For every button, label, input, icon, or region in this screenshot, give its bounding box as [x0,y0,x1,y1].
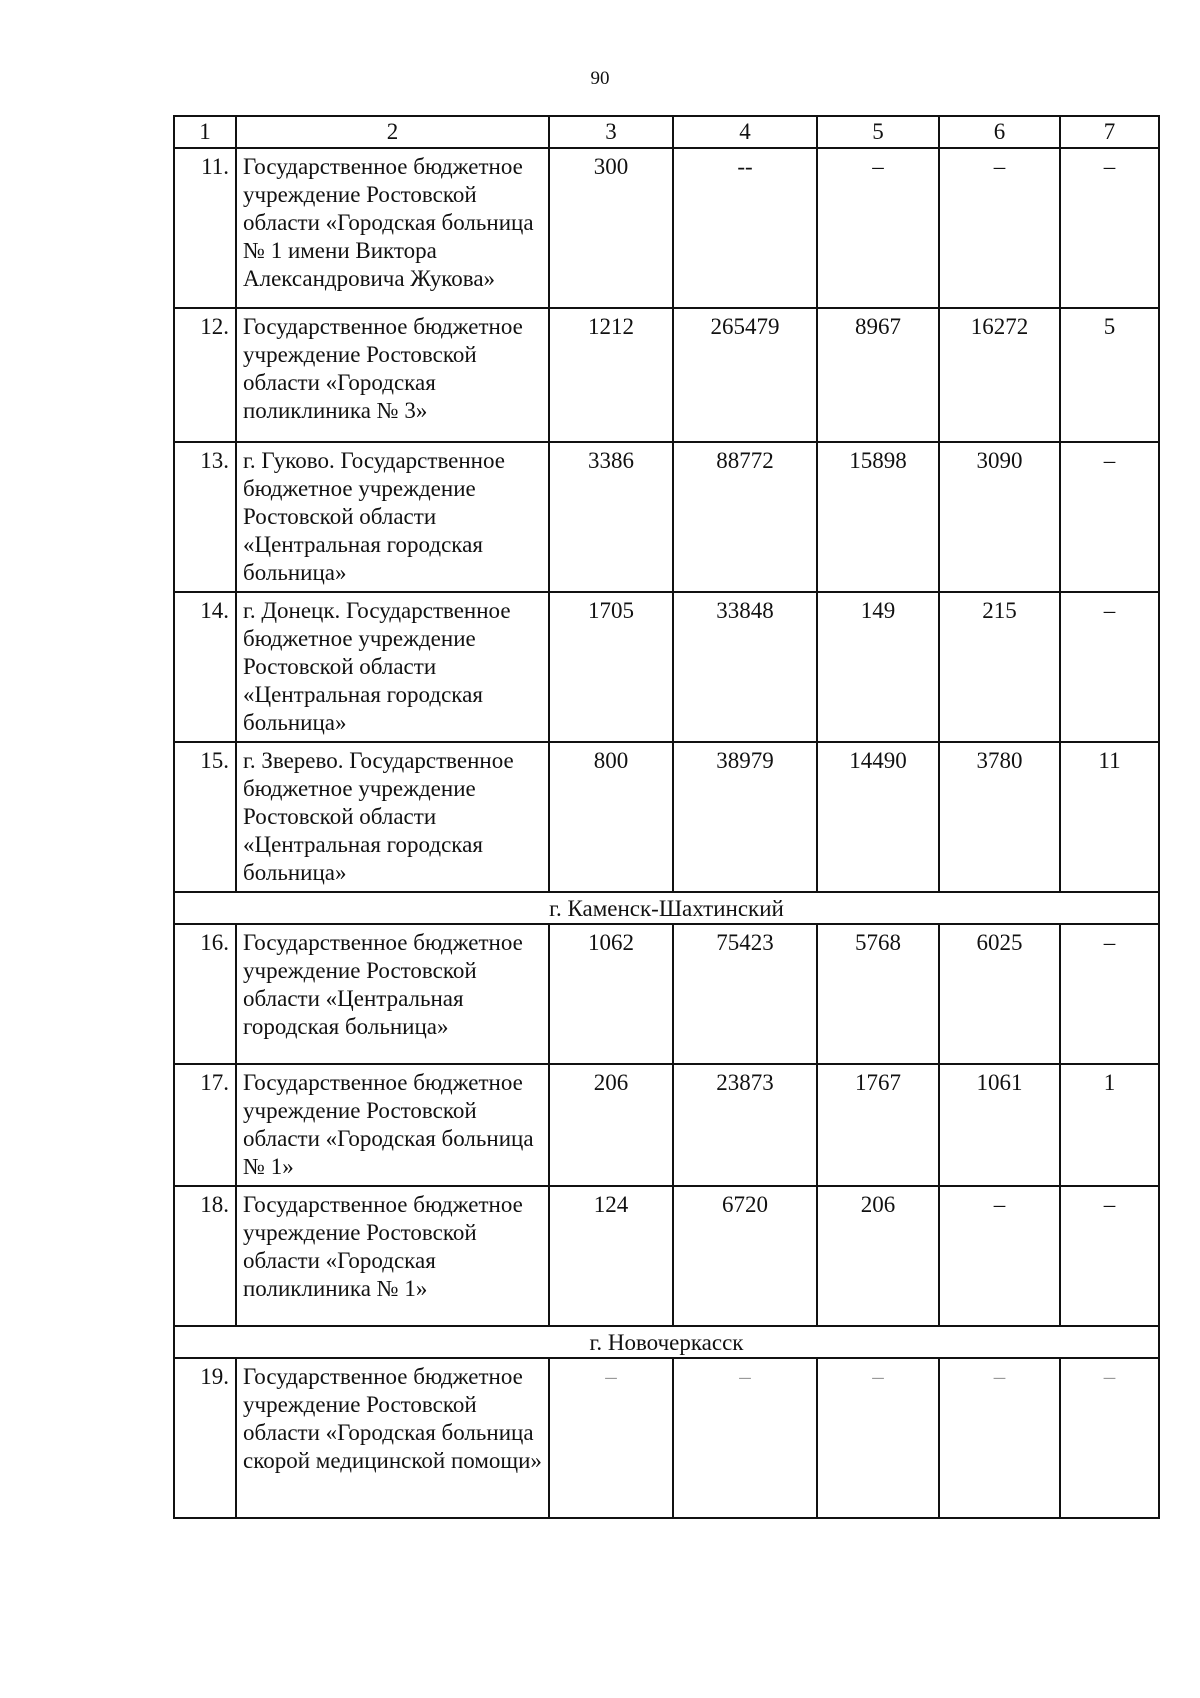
table-row [174,1358,1159,1518]
row-number: 19. [174,1358,236,1518]
table-row [174,592,1159,742]
value-cell-3: 300 [549,148,673,308]
section-title: г. Каменск-Шахтинский [174,892,1159,924]
value-cell-7: 1 [1060,1064,1159,1186]
value-cell-6: – [939,1358,1060,1518]
value-cell-6: 215 [939,592,1060,742]
row-number: 12. [174,308,236,442]
institution-name: Государственное бюджетное учреждение Ростовской области «Городская больница скорой медицинской помощи» [236,1358,549,1518]
table-row [174,442,1159,592]
value-cell-3: 1062 [549,924,673,1064]
value-cell-5: 15898 [817,442,939,592]
value-cell-3: 3386 [549,442,673,592]
value-cell-3: 800 [549,742,673,892]
value-cell-7: 5 [1060,308,1159,442]
institution-name: Государственное бюджетное учреждение Ростовской области «Центральная городская больница» [236,924,549,1064]
value-cell-7: – [1060,1358,1159,1518]
institution-name: Государственное бюджетное учреждение Ростовской области «Городская больница № 1 имени Виктора Александровича Жукова» [236,148,549,308]
value-cell-7: – [1060,442,1159,592]
value-cell-3: 206 [549,1064,673,1186]
table-header-row [174,116,1159,148]
value-cell-4: 75423 [673,924,817,1064]
header-cell-6: 6 [939,116,1060,148]
header-cell-1: 1 [174,116,236,148]
value-cell-4: – [673,1358,817,1518]
value-cell-3: 1212 [549,308,673,442]
value-cell-4: 38979 [673,742,817,892]
value-cell-4: 33848 [673,592,817,742]
value-cell-6: 6025 [939,924,1060,1064]
value-cell-4: -- [673,148,817,308]
value-cell-5: – [817,148,939,308]
value-cell-6: 3090 [939,442,1060,592]
row-number: 17. [174,1064,236,1186]
section-header-row [174,1326,1159,1358]
value-cell-4: 23873 [673,1064,817,1186]
institution-name: г. Донецк. Государственное бюджетное учреждение Ростовской области «Центральная городская больница» [236,592,549,742]
value-cell-4: 265479 [673,308,817,442]
value-cell-7: 11 [1060,742,1159,892]
section-header-row [174,892,1159,924]
value-cell-5: 14490 [817,742,939,892]
value-cell-3: 1705 [549,592,673,742]
value-cell-4: 88772 [673,442,817,592]
value-cell-7: – [1060,1186,1159,1326]
value-cell-6: 3780 [939,742,1060,892]
row-number: 18. [174,1186,236,1326]
institution-name: Государственное бюджетное учреждение Ростовской области «Городская поликлиника № 1» [236,1186,549,1326]
value-cell-6: – [939,148,1060,308]
section-title: г. Новочеркасск [174,1326,1159,1358]
header-cell-2: 2 [236,116,549,148]
table-row [174,1064,1159,1186]
table-row [174,924,1159,1064]
header-cell-3: 3 [549,116,673,148]
table-body [174,116,1159,1518]
value-cell-5: 1767 [817,1064,939,1186]
table-row [174,742,1159,892]
value-cell-7: – [1060,924,1159,1064]
value-cell-3: – [549,1358,673,1518]
value-cell-3: 124 [549,1186,673,1326]
value-cell-5: 206 [817,1186,939,1326]
row-number: 16. [174,924,236,1064]
value-cell-6: – [939,1186,1060,1326]
table-row [174,1186,1159,1326]
row-number: 14. [174,592,236,742]
value-cell-5: 5768 [817,924,939,1064]
institutions-table [173,115,1160,1519]
row-number: 13. [174,442,236,592]
institution-name: г. Зверево. Государственное бюджетное учреждение Ростовской области «Центральная городская больница» [236,742,549,892]
header-cell-7: 7 [1060,116,1159,148]
value-cell-7: – [1060,148,1159,308]
row-number: 11. [174,148,236,308]
value-cell-6: 1061 [939,1064,1060,1186]
table-row [174,148,1159,308]
table-row [174,308,1159,442]
value-cell-6: 16272 [939,308,1060,442]
header-cell-5: 5 [817,116,939,148]
value-cell-4: 6720 [673,1186,817,1326]
page-number: 90 [590,68,610,89]
value-cell-5: – [817,1358,939,1518]
value-cell-5: 149 [817,592,939,742]
value-cell-5: 8967 [817,308,939,442]
institution-name: г. Гуково. Государственное бюджетное учреждение Ростовской области «Центральная городская больница» [236,442,549,592]
value-cell-7: – [1060,592,1159,742]
row-number: 15. [174,742,236,892]
institution-name: Государственное бюджетное учреждение Ростовской области «Городская больница № 1» [236,1064,549,1186]
institution-name: Государственное бюджетное учреждение Ростовской области «Городская поликлиника № 3» [236,308,549,442]
header-cell-4: 4 [673,116,817,148]
